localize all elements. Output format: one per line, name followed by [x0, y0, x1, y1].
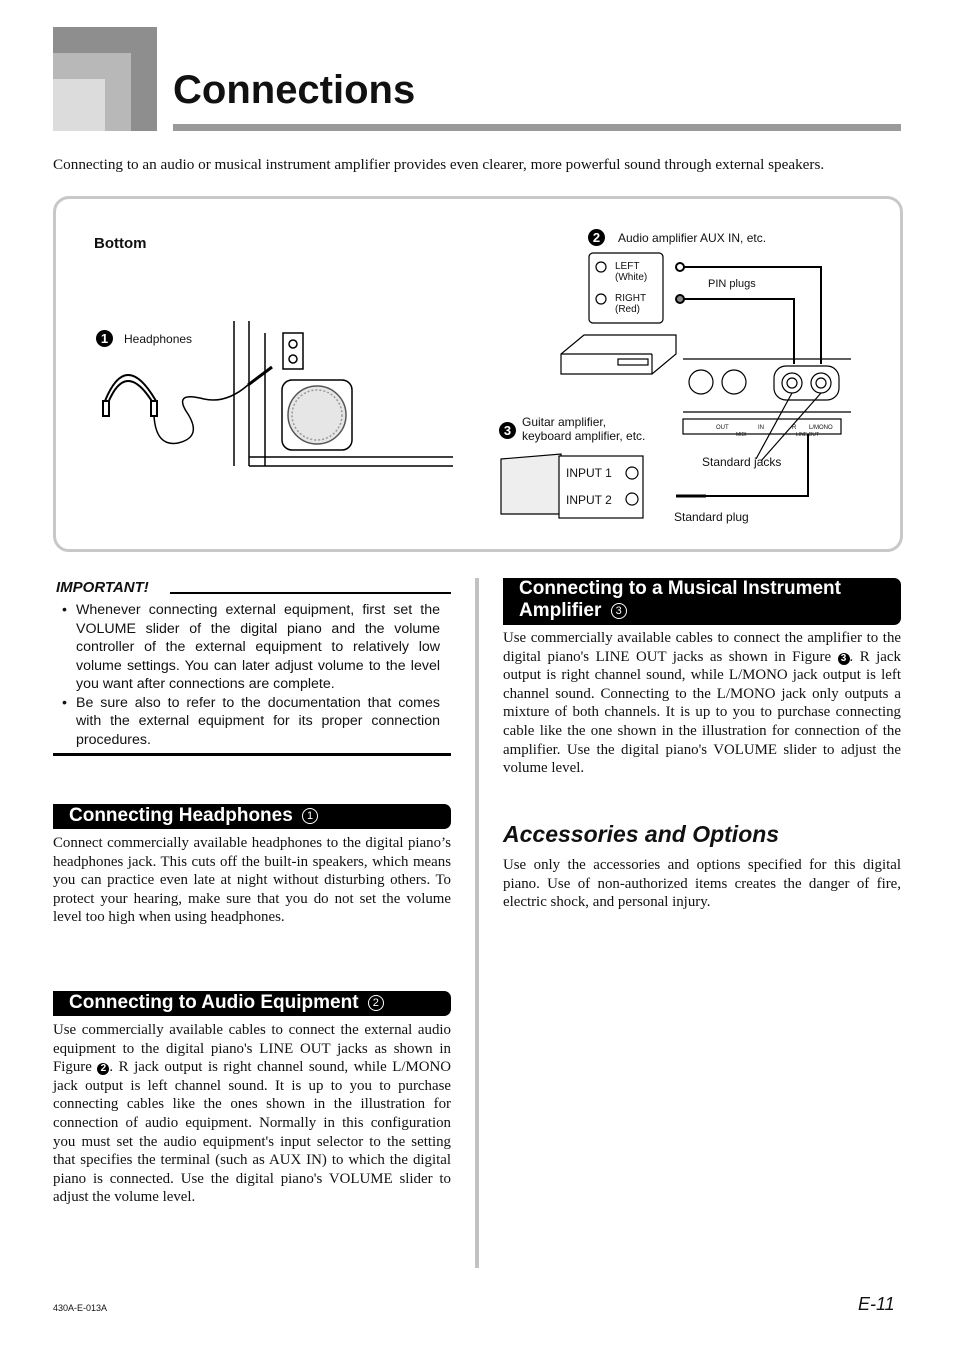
important-list [60, 601, 440, 749]
panel-r-label: R [792, 425, 797, 431]
figure-num-1: 1 [96, 330, 113, 347]
section-heading-instrument [503, 578, 901, 625]
right-label: RIGHT [615, 293, 647, 304]
accessories-heading: Accessories and Options [503, 821, 780, 847]
input2-label: INPUT 2 [566, 493, 612, 507]
instrument-amp-illustration [501, 434, 808, 518]
important-heading: IMPORTANT! [56, 579, 149, 596]
connection-figure [53, 196, 903, 552]
standard-plug-label: Standard plug [674, 510, 749, 524]
figure-ref-icon: 2 [97, 1063, 109, 1075]
footer-code: 430A-E-013A [53, 1303, 108, 1313]
figure-drawing [56, 199, 900, 549]
panel-midi-label: MIDI [736, 432, 747, 438]
important-item-text: Whenever connecting external equipment, first set the VOLUME slider of the digital piano and the volume controller of the external equipment to relatively low volume settings. You can later adjust volume to the level you want after connections are complete. [76, 602, 440, 692]
instrument-body-part-a: Use commercially available cables to connect the amplifier to the digital piano's LINE OUT jacks as shown in Figure [503, 630, 901, 665]
panel-lmono-label: L/MONO [809, 425, 833, 431]
column-divider [475, 578, 479, 1268]
left-jack-label [615, 261, 647, 283]
guitar-amp-line-2: keyboard amplifier, etc. [522, 429, 646, 443]
audio-body [53, 1021, 451, 1207]
intro-text: Connecting to an audio or musical instrument amplifier provides even clearer, more powerful sound through external speakers. [53, 156, 825, 173]
bottom-label: Bottom [94, 235, 147, 252]
important-rule-bottom [53, 753, 451, 756]
section-num-icon: 3 [611, 603, 627, 619]
red-label: (Red) [615, 304, 641, 315]
figure-num-3: 3 [499, 422, 516, 439]
section-title: Connecting Headphones [69, 805, 293, 826]
page-title: Connections [173, 68, 416, 112]
guitar-amp-line-1: Guitar amplifier, [522, 415, 607, 429]
section-title: Connecting to Audio Equipment [69, 992, 359, 1013]
right-jack-label [615, 293, 646, 315]
important-rule-top [170, 592, 451, 594]
section-title-line-2 [519, 600, 901, 622]
pin-plugs-label: PIN plugs [708, 278, 756, 290]
panel-in-label: IN [758, 425, 764, 431]
important-item-text: Be sure also to refer to the documentation that comes with the external equipment for its proper connection procedures. [76, 694, 440, 748]
section-title-line-1: Connecting to a Musical Instrument [519, 578, 841, 599]
headphones-body: Connect commercially available headphones to the digital piano’s headphones jack. This cuts off the built-in speakers, which means you can practice even late at night without disturbing others. To protect your hearing, make sure that you do not set the volume level too high when using headphones. [53, 835, 451, 926]
section-heading-headphones [53, 804, 451, 829]
header-block-light [53, 79, 105, 131]
piano-bottom-illustration [234, 321, 453, 466]
white-label: (White) [615, 272, 648, 283]
input1-label: INPUT 1 [566, 466, 612, 480]
left-label: LEFT [615, 261, 640, 272]
title-rule [173, 124, 901, 131]
important-item [60, 601, 440, 694]
standard-jacks-label: Standard jacks [702, 455, 782, 469]
figure-num-2: 2 [588, 229, 605, 246]
headphones-label: Headphones [124, 332, 193, 346]
guitar-amp-label [522, 415, 645, 443]
bullet: • [62, 602, 67, 618]
page-number: E-11 [858, 1294, 895, 1314]
panel-lineout-label: LINE OUT [796, 432, 820, 438]
section-title: Amplifier [519, 600, 602, 621]
accessories-body: Use only the accessories and options specified for this digital piano. Use of non-authorized items creates the danger of fire, electric shock, and personal injury. [503, 857, 901, 911]
piano-panel-illustration [683, 359, 851, 461]
audio-amp-label: Audio amplifier AUX IN, etc. [618, 231, 767, 245]
section-heading-audio [53, 991, 451, 1016]
audio-body-part-a: Use commercially available cables to connect the external audio equipment to the digital piano's LINE OUT jacks as shown in Figure [53, 1022, 451, 1076]
section-num-icon: 2 [368, 995, 384, 1011]
section-num-icon: 1 [302, 808, 318, 824]
audio-body-part-b: . R jack output is right channel sound, while L/MONO jack output is left channel sound. It is up to you to purchase connecting cables like the ones shown in the illustration for connection of audio equipment. Normally in this configuration you must set the audio equipment's input selector to the setting that specifies the terminal (such as AUX IN) to which the digital piano is connected. Use the digital piano's VOLUME slider to adjust the volume level. [53, 1059, 451, 1206]
panel-out-label: OUT [716, 425, 729, 431]
instrument-body [503, 629, 901, 778]
bullet: • [62, 694, 67, 711]
instrument-body-part-b: . R jack output is right channel sound, while L/MONO jack output is left channel sound. Connecting to the L/MONO jack only outputs a mixture of both channels. It is up to you to purchase connecting cable like the one shown in the illustration for connection of the amplifier. Use the digital piano's VOLUME slider to adjust the volume level. [503, 648, 901, 777]
figure-ref-icon: 3 [838, 653, 850, 665]
important-item [60, 694, 440, 750]
headphones-illustration [103, 367, 272, 443]
